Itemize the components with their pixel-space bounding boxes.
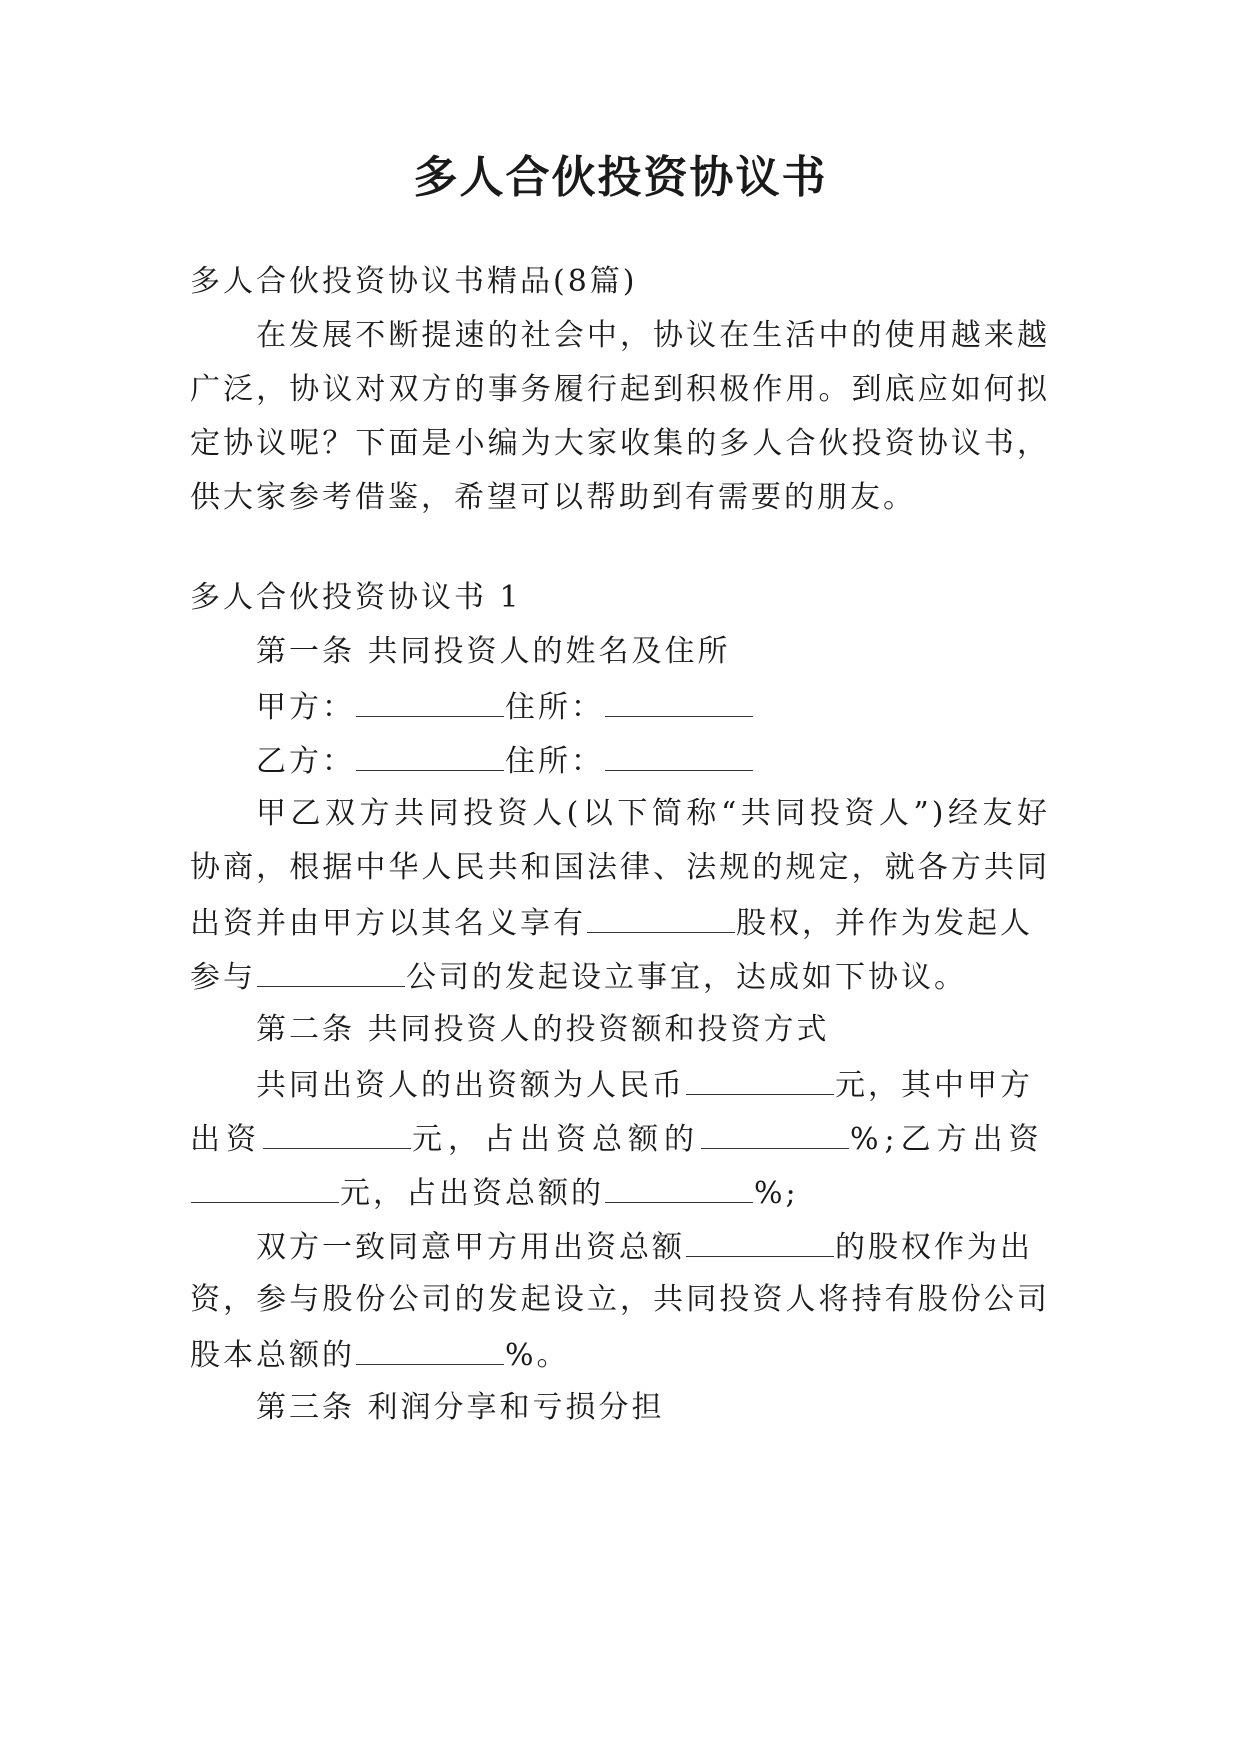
intro-line-3: 定协议呢？下面是小编为大家收集的多人合伙投资协议书， [190,426,1050,461]
para1-line-3 [190,902,1050,944]
share-capital-percent-blank[interactable] [356,1334,504,1365]
para1-line-4 [190,956,1050,998]
para1-line-2: 协商，根据中华人民共和国法律、法规的规定，就各方共同 [190,850,1050,885]
party-a-name-blank[interactable] [356,686,504,717]
equity-blank[interactable] [587,902,735,933]
party-b-label: 乙方： [256,744,355,779]
total-amount-blank[interactable] [686,1064,834,1095]
art2-line-3 [190,1172,1050,1214]
art2-para2-line-2: 资，参与股份公司的发起设立，共同投资人将持有股份公司 [190,1282,1050,1317]
art2-line-2 [190,1118,1050,1160]
party-b-address-label: 住所： [505,744,604,779]
para1-line-4-a: 参与 [190,960,256,995]
art2-para2-line-3-a: 股本总额的 [190,1338,355,1373]
article-3-heading: 第三条 利润分享和亏损分担 [256,1390,665,1425]
party-a-address-blank[interactable] [605,686,753,717]
art2-line-3-a: 元，占出资总额的 [340,1176,604,1211]
party-a-percent-blank[interactable] [701,1118,849,1149]
art2-para2-line-1 [256,1226,1050,1268]
party-b-amount-blank[interactable] [191,1172,339,1203]
intro-line-2: 广泛，协议对双方的事务履行起到积极作用。到底应如何拟 [190,372,1050,407]
article-2-heading: 第二条 共同投资人的投资额和投资方式 [256,1012,830,1047]
equity-share-blank[interactable] [686,1226,834,1257]
art2-line-2-a: 出资 [190,1122,262,1157]
art2-para2-line-3-b: %。 [505,1338,570,1373]
intro-line-4: 供大家参考借鉴，希望可以帮助到有需要的朋友。 [190,480,916,515]
art2-para2-line-1-a: 双方一致同意甲方用出资总额 [256,1230,685,1265]
party-a-label: 甲方： [256,690,355,725]
section-heading: 多人合伙投资协议书 1 [190,580,522,615]
art2-line-3-b: %; [754,1176,799,1211]
document-title: 多人合伙投资协议书 [413,152,828,203]
art2-para2-line-3 [190,1334,1050,1376]
party-b-percent-blank[interactable] [605,1172,753,1203]
company-blank[interactable] [257,956,405,987]
para1-line-1: 甲乙双方共同投资人(以下简称“共同投资人”)经友好 [256,796,1050,831]
intro-line-1: 在发展不断提速的社会中，协议在生活中的使用越来越 [256,318,1050,353]
article-1-heading: 第一条 共同投资人的姓名及住所 [256,634,731,669]
para1-line-3-b: 股权，并作为发起人 [736,906,1033,941]
para1-line-3-a: 出资并由甲方以其名义享有 [190,906,586,941]
party-b-name-blank[interactable] [356,740,504,771]
party-a-amount-blank[interactable] [263,1118,411,1149]
party-a-line [256,686,1050,728]
art2-line-1-b: 元，其中甲方 [835,1068,1033,1103]
subtitle: 多人合伙投资协议书精品(8篇) [190,264,638,299]
party-b-address-blank[interactable] [605,740,753,771]
party-b-line [256,740,1050,782]
art2-line-2-b: 元，占出资总额的 [412,1122,700,1157]
party-a-address-label: 住所： [505,690,604,725]
art2-line-1-a: 共同出资人的出资额为人民币 [256,1068,685,1103]
para1-line-4-b: 公司的发起设立事宜，达成如下协议。 [406,960,967,995]
art2-para2-line-1-b: 的股权作为出 [835,1230,1033,1265]
art2-line-2-c: %;乙方出资 [850,1122,1045,1157]
art2-line-1 [256,1064,1050,1106]
